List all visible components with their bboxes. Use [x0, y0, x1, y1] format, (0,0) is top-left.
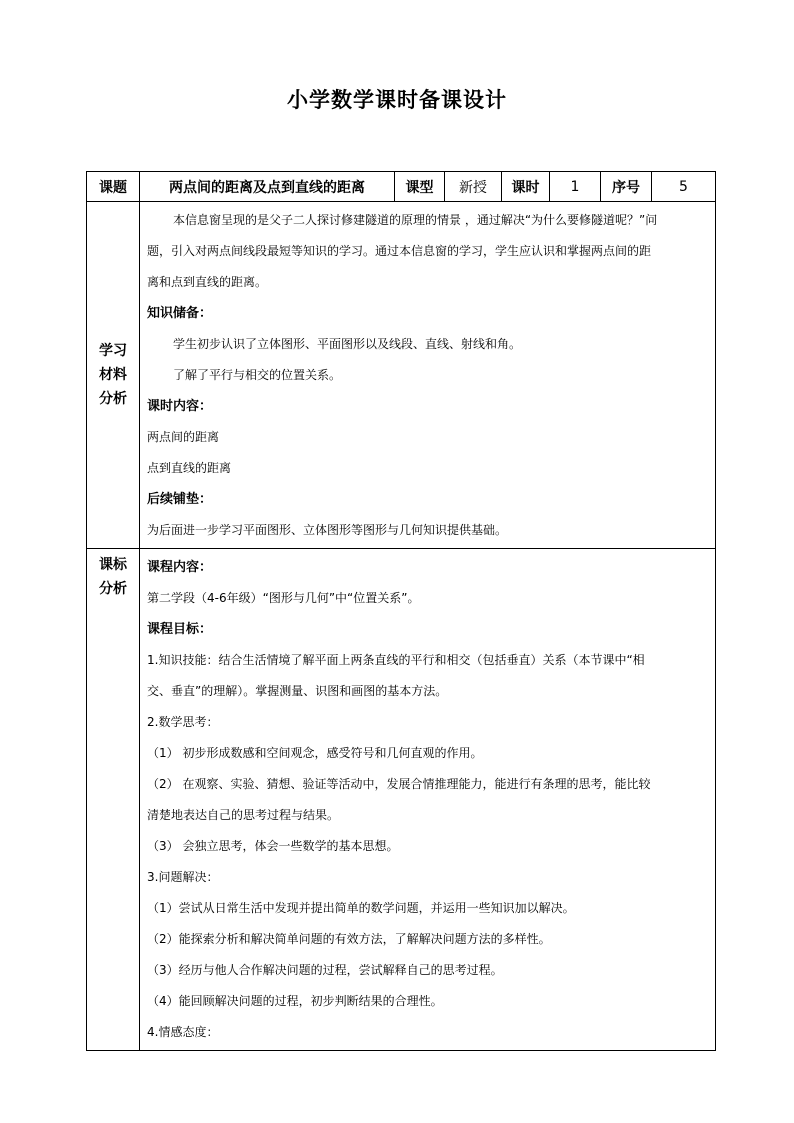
- header-row: [87, 172, 716, 202]
- course-content-item: 第二学段（4-6年级）“图形与几何”中“位置关系”。: [147, 591, 420, 605]
- intro-text: 本信息窗呈现的是父子二人探讨修建隧道的原理的情景 ，通过解决“为什么要修隧道呢？”问: [173, 213, 658, 227]
- lesson-type-label: 课型: [395, 172, 445, 202]
- intro-text: 离和点到直线的距离。: [147, 275, 268, 289]
- topic-label: 课题: [87, 172, 140, 202]
- goal-text: 清楚地表达自己的思考过程与结果。: [147, 808, 340, 822]
- side-label-line: 分析: [99, 391, 127, 407]
- study-material-row: [87, 202, 716, 549]
- side-label-line: 学习: [99, 343, 127, 359]
- side-label-line: 材料: [99, 367, 127, 383]
- content-item: 两点间的距离: [147, 430, 220, 444]
- goal-text: （3）经历与他人合作解决问题的过程，尝试解释自己的思考过程。: [147, 963, 503, 977]
- sequence-label: 序号: [601, 172, 652, 202]
- curriculum-standard-label: [87, 549, 140, 1051]
- course-content-heading: 课程内容：: [147, 560, 213, 575]
- side-label-line: 课标: [99, 557, 127, 573]
- course-goals-heading: 课程目标：: [147, 622, 213, 637]
- lesson-plan-table: [86, 171, 716, 1051]
- content-item: 点到直线的距离: [147, 461, 232, 475]
- goal-text: 交、垂直”的理解）。掌握测量、识图和画图的基本方法。: [147, 684, 448, 698]
- goal-text: 2.数学思考：: [147, 715, 219, 729]
- goal-text: （3） 会独立思考，体会一些数学的基本思想。: [147, 839, 399, 853]
- goal-text: （4）能回顾解决问题的过程，初步判断结果的合理性。: [147, 994, 443, 1008]
- topic-value: 两点间的距离及点到直线的距离: [140, 172, 395, 202]
- knowledge-heading: 知识储备：: [147, 306, 213, 321]
- goal-text: （2） 在观察、实验、猜想、验证等活动中，发展合情推理能力，能进行有条理的思考，能比较: [147, 777, 651, 791]
- followup-item: 为后面进一步学习平面图形、立体图形等图形与几何知识提供基础。: [147, 523, 508, 537]
- goal-text: 3.问题解决：: [147, 870, 219, 884]
- study-material-content: [140, 202, 716, 549]
- sequence-value: 5: [652, 172, 716, 202]
- knowledge-item: 学生初步认识了立体图形、平面图形以及线段、直线、射线和角。: [173, 337, 522, 351]
- goal-text: （2）能探索分析和解决简单问题的有效方法，了解解决问题方法的多样性。: [147, 932, 551, 946]
- curriculum-standard-content: [140, 549, 716, 1051]
- page-title: 小学数学课时备课设计: [287, 88, 507, 112]
- class-hours-label: 课时: [502, 172, 550, 202]
- goal-text: 1.知识技能：结合生活情境了解平面上两条直线的平行和相交（包括垂直）关系（本节课中“相: [147, 653, 645, 667]
- goal-text: 4.情感态度：: [147, 1025, 219, 1039]
- knowledge-item: 了解了平行与相交的位置关系。: [173, 368, 342, 382]
- goal-text: （1）尝试从日常生活中发现并提出简单的数学问题，并运用一些知识加以解决。: [147, 901, 575, 915]
- study-material-label: [87, 202, 140, 549]
- goal-text: （1） 初步形成数感和空间观念，感受符号和几何直观的作用。: [147, 746, 483, 760]
- followup-heading: 后续铺垫：: [147, 492, 213, 507]
- content-heading: 课时内容：: [147, 399, 213, 414]
- class-hours-value: 1: [550, 172, 601, 202]
- side-label-line: 分析: [99, 581, 127, 597]
- curriculum-standard-row: [87, 549, 716, 1051]
- intro-text: 题，引入对两点间线段最短等知识的学习。通过本信息窗的学习，学生应认识和掌握两点间的距: [147, 244, 652, 258]
- lesson-type-value: 新授: [445, 172, 502, 202]
